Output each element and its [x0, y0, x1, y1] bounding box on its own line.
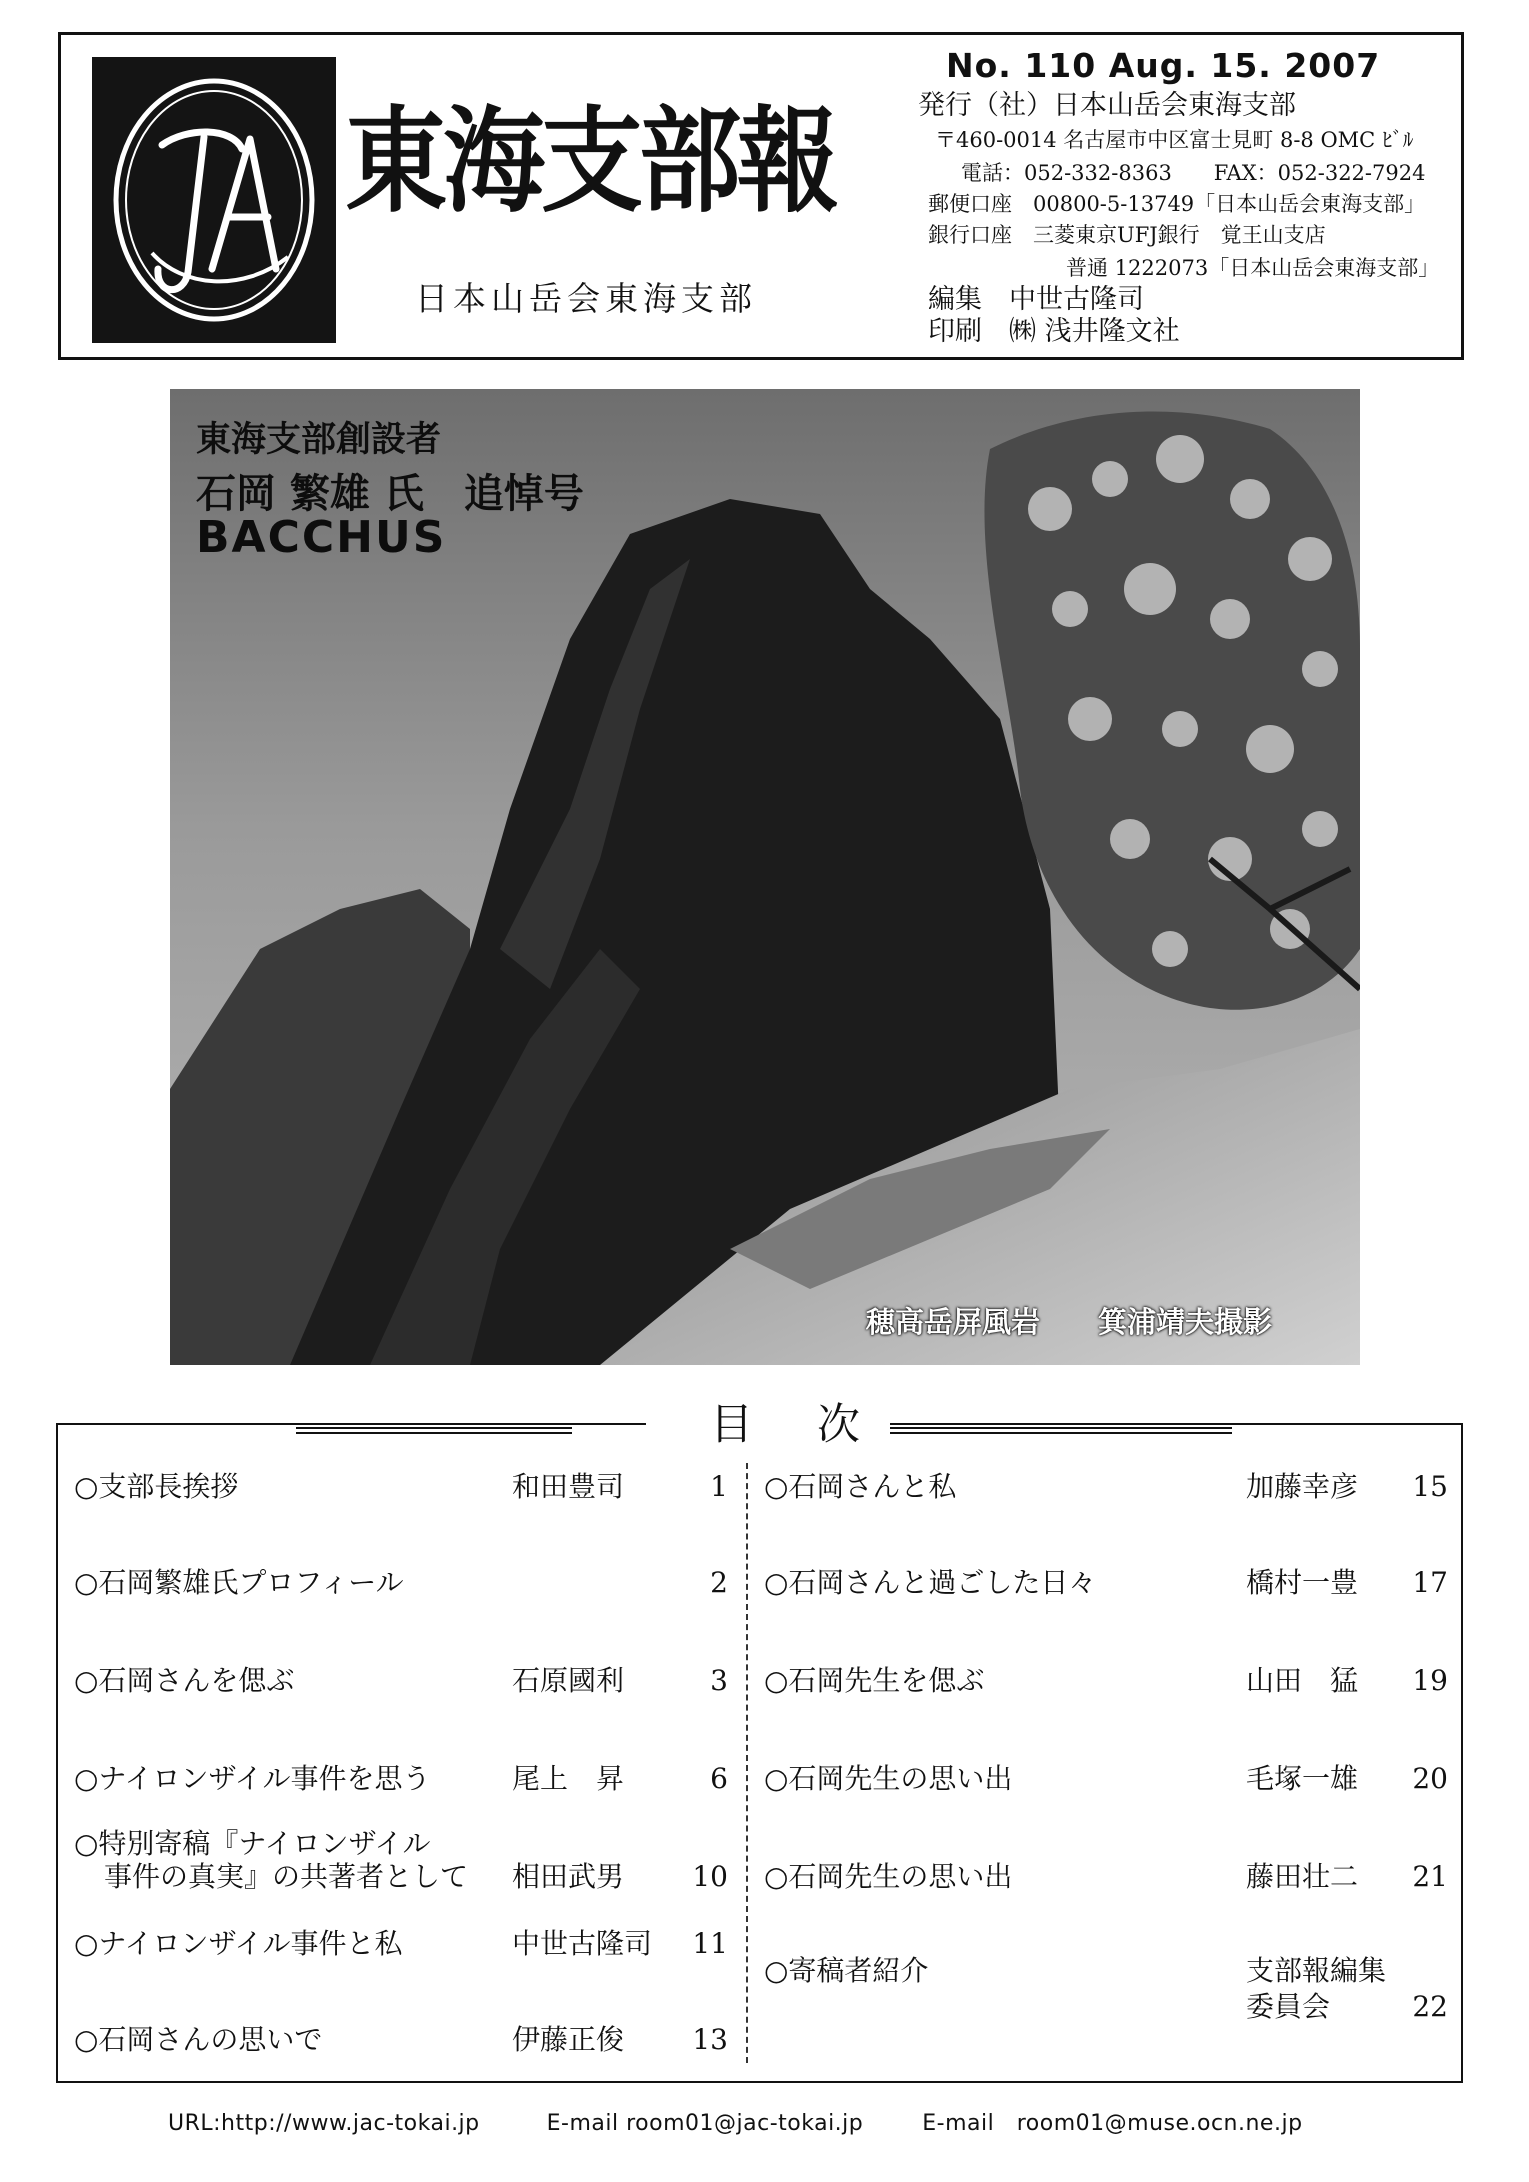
toc-entry-author: 中世古隆司 — [512, 1927, 653, 1960]
toc-heading-rule-left — [296, 1427, 572, 1429]
bank-account-number: 普通 1222073「日本山岳会東海支部」 — [1066, 256, 1440, 280]
publisher-line: 発行（社）日本山岳会東海支部 — [918, 90, 1296, 121]
toc-entry-author: 伊藤正俊 — [512, 2023, 625, 2056]
toc-entry-title[interactable]: ○ナイロンザイル事件と私 — [74, 1927, 403, 1960]
photo-caption: 穂高岳屏風岩 箕浦靖夫撮影 — [866, 1305, 1273, 1339]
toc-entry-author: 橋村一豊 — [1246, 1566, 1359, 1599]
publisher-name: 日本山岳会東海支部 — [415, 279, 757, 318]
toc-entry-page: 19 — [1412, 1664, 1448, 1697]
toc-entry-title[interactable]: ○石岡さんと過ごした日々 — [764, 1566, 1097, 1599]
phone-fax: 電話：052-332-8363 FAX：052-322-7924 — [961, 161, 1426, 185]
jac-logo — [92, 57, 336, 343]
toc-entry-author: 石原國利 — [512, 1664, 625, 1697]
toc-entry-author: 加藤幸彦 — [1246, 1470, 1359, 1503]
toc-entry-author: 毛塚一雄 — [1246, 1762, 1359, 1795]
toc-entry-page: 10 — [692, 1860, 728, 1893]
footer-email-link[interactable]: E-mail room01@jac-tokai.jp — [546, 2111, 864, 2136]
toc-heading: 目次 — [646, 1396, 890, 1454]
toc-entry-title[interactable]: ○石岡先生を偲ぶ — [764, 1664, 985, 1697]
toc-entry-page: 17 — [1412, 1566, 1448, 1599]
toc-entry-page: 21 — [1412, 1860, 1448, 1893]
toc-entry-title[interactable]: ○石岡さんの思いで — [74, 2023, 323, 2056]
toc-heading-rule-left-2 — [296, 1432, 572, 1434]
toc-entry-page: 3 — [710, 1664, 728, 1697]
toc-entry-page: 15 — [1412, 1470, 1448, 1503]
toc-entry-title[interactable]: ○石岡先生の思い出 — [764, 1860, 1013, 1893]
toc-entry-title[interactable]: ○寄稿者紹介 — [764, 1954, 929, 1987]
editor-credit: 編集 中世古隆司 — [928, 284, 1144, 315]
footer-url-link[interactable]: URL:http://www.jac-tokai.jp — [168, 2111, 480, 2136]
toc-entry-author-continued: 委員会 — [1246, 1990, 1331, 2023]
toc-entry-title[interactable]: ○石岡先生の思い出 — [764, 1762, 1013, 1795]
toc-entry-author: 尾上 昇 — [512, 1762, 625, 1795]
toc-entry-title[interactable]: ○石岡さんを偲ぶ — [74, 1664, 295, 1697]
toc-entry-page: 13 — [692, 2023, 728, 2056]
bank-account: 銀行口座 三菱東京UFJ銀行 覚王山支店 — [928, 223, 1326, 247]
toc-entry-page: 20 — [1412, 1762, 1448, 1795]
issue-number-date: No. 110 Aug. 15. 2007 — [946, 46, 1381, 85]
toc-entry-author: 支部報編集 — [1246, 1954, 1387, 1987]
footer-email-link-2[interactable]: E-mail room01@muse.ocn.ne.jp — [922, 2111, 1303, 2136]
toc-entry-page: 6 — [710, 1762, 728, 1795]
publication-title: 東海支部報 — [345, 95, 835, 230]
toc-column-divider — [746, 1463, 748, 2063]
publisher-address: 〒460-0014 名古屋市中区富士見町 8-8 OMC ﾋﾞﾙ — [935, 128, 1414, 152]
printer-credit: 印刷 ㈱ 浅井隆文社 — [928, 316, 1180, 347]
toc-entry-page: 11 — [692, 1927, 728, 1960]
toc-entry-author: 藤田壮二 — [1246, 1860, 1359, 1893]
toc-entry-title[interactable]: ○特別寄稿『ナイロンザイル — [74, 1827, 431, 1860]
toc-entry-author: 山田 猛 — [1246, 1664, 1359, 1697]
toc-entry-title-continued[interactable]: 事件の真実』の共著者として — [104, 1860, 469, 1893]
toc-entry-title[interactable]: ○支部長挨拶 — [74, 1470, 239, 1503]
toc-entry-page: 22 — [1412, 1990, 1448, 2023]
toc-entry-title[interactable]: ○ナイロンザイル事件を思う — [74, 1762, 431, 1795]
toc-entry-page: 2 — [710, 1566, 728, 1599]
footer-contacts — [168, 2106, 1303, 2137]
cover-heading-founder: 東海支部創設者 — [196, 420, 442, 460]
toc-entry-page: 1 — [710, 1470, 728, 1503]
cover-heading-memorial: 石岡 繁雄 氏 追悼号 — [196, 471, 584, 517]
toc-entry-author: 相田武男 — [512, 1860, 625, 1893]
postal-account: 郵便口座 00800-5-13749「日本山岳会東海支部」 — [928, 192, 1426, 216]
jac-emblem-icon — [92, 57, 336, 343]
toc-entry-title[interactable]: ○石岡繁雄氏プロフィール — [74, 1566, 404, 1599]
cover-heading-bacchus: BACCHUS — [196, 512, 447, 563]
toc-entry-title[interactable]: ○石岡さんと私 — [764, 1470, 957, 1503]
toc-entry-author: 和田豊司 — [512, 1470, 625, 1503]
